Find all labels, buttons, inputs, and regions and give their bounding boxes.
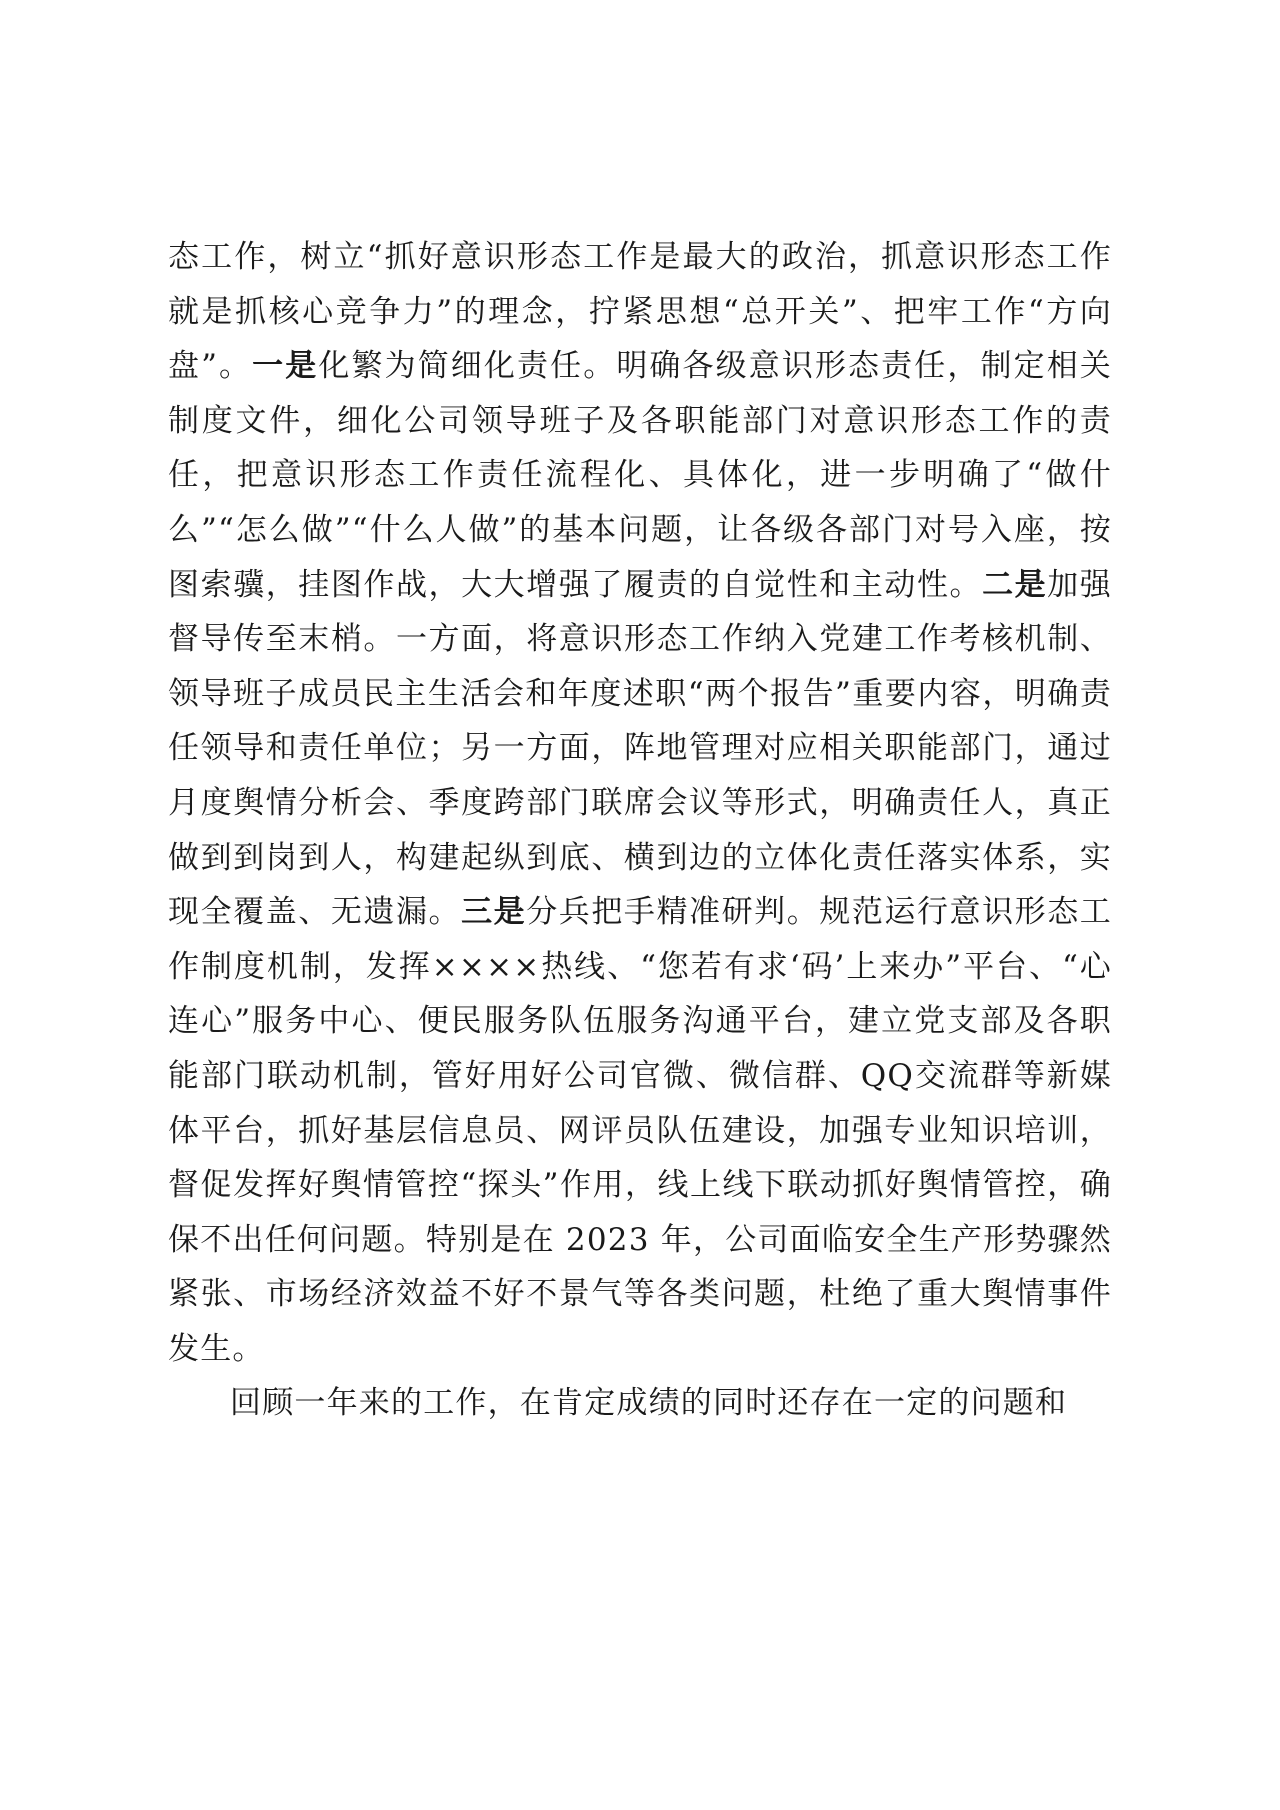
paragraph-text-segment: 分兵把手精准研判。规范运行意识形态工作制度机制，发挥××××热线、“您若有求‘码’上来办”平台、“心连心”服务中心、便民服务队伍服务沟通平台，建立党支部及各职能部门联动机制，管好用好公司官微、微信群、QQ交流群等新媒体平台，抓好基层信息员、网评员队伍建设，加强专业知识培训，督促发挥好舆情管控“探头”作用，线上线下联动抓好舆情管控，确保不出任何问题。特别是在 2023 年，公司面临安全生产形势骤然紧张、市场经济效益不好不景气等各类问题，杜绝了重大舆情事件发生。 — [168, 894, 1112, 1367]
document-body — [168, 230, 1112, 1431]
paragraph-text-segment: 态工作，树立“抓好意识形态工作是最大的政治，抓意识形态工作就是抓核心竞争力”的理念，拧紧思想“总开关”、把牢工作“方向盘”。 — [168, 239, 1112, 385]
paragraph-review — [168, 1376, 1112, 1431]
paragraph-text-segment: 加强督导传至末梢。一方面，将意识形态工作纳入党建工作考核机制、领导班子成员民主生活会和年度述职“两个报告”重要内容，明确责任领导和责任单位；另一方面，阵地管理对应相关职能部门，通过月度舆情分析会、季度跨部门联席会议等形式，明确责任人，真正做到到岗到人，构建起纵到底、横到边的立体化责任落实体系，实现全覆盖、无遗漏。 — [168, 566, 1112, 931]
point-label-three: 三是 — [461, 894, 527, 931]
point-label-one: 一是 — [252, 348, 319, 385]
paragraph-responsibility — [168, 230, 1112, 1376]
paragraph-text-segment: 回顾一年来的工作，在肯定成绩的同时还存在一定的问题和 — [230, 1385, 1068, 1422]
point-label-two: 二是 — [982, 566, 1048, 603]
paragraph-text-segment: 化繁为简细化责任。明确各级意识形态责任，制定相关制度文件，细化公司领导班子及各职能部门对意识形态工作的责任，把意识形态工作责任流程化、具体化，进一步明确了“做什么”“怎么做”“什么人做”的基本问题，让各级各部门对号入座，按图索骥，挂图作战，大大增强了履责的自觉性和主动性。 — [168, 348, 1112, 603]
